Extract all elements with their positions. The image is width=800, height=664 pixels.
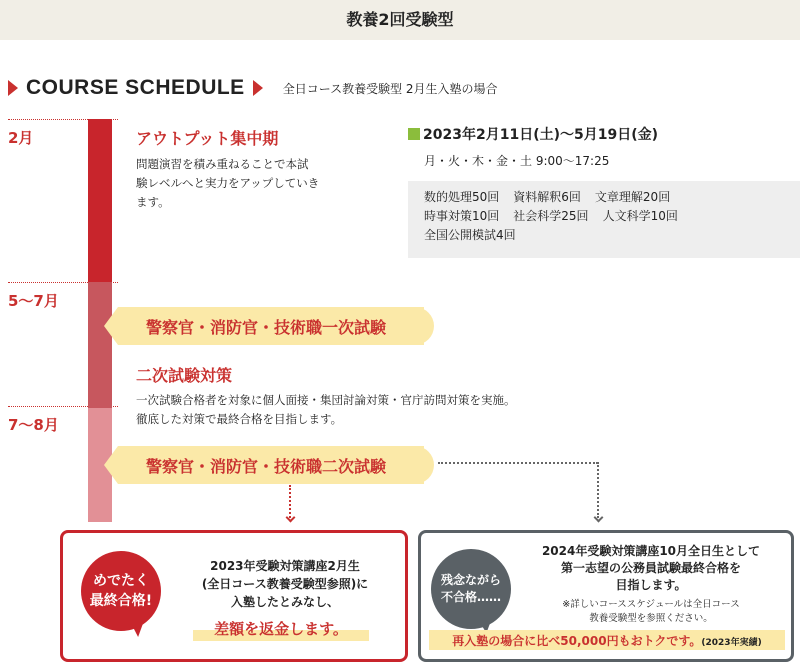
fail-message-line: 目指します。 xyxy=(615,578,687,592)
fail-note-line: ※詳しいコーススケジュールは全日コース xyxy=(562,599,740,610)
period-date: 2023年2月11日(土)〜5月19日(金) xyxy=(423,127,659,143)
pass-bubble-line: 最終合格! xyxy=(89,593,153,609)
second-exam-label: 警察官・消防官・技術職二次試験 xyxy=(146,456,387,476)
class-days: 月・火・木・金・土 9:00〜17:25 xyxy=(424,154,610,168)
count-item: 社会科学25回 xyxy=(513,209,589,223)
phase1-line: 験レベルへと実力をアップしていき xyxy=(136,176,320,190)
pass-message xyxy=(175,557,395,611)
fail-message xyxy=(517,543,785,594)
fail-result-box xyxy=(418,530,794,662)
phase1-description xyxy=(136,155,319,212)
fail-bubble-line: 不合格…… xyxy=(440,590,501,604)
fail-bubble xyxy=(431,549,511,629)
month-label: 5〜7月 xyxy=(8,292,59,310)
phase2-description xyxy=(136,391,516,429)
flag-left-icon xyxy=(8,80,18,96)
phase2-title: 二次試験対策 xyxy=(136,366,233,385)
discount-text: 再入塾の場合に比べ50,000円もおトクです。 xyxy=(452,634,702,648)
header-bar xyxy=(0,0,800,40)
arrow-down-icon xyxy=(286,513,296,523)
timeline-bar-phase2 xyxy=(88,282,112,408)
month-label: 7〜8月 xyxy=(8,416,59,434)
first-exam-banner xyxy=(118,307,424,345)
phase2-line: 一次試験合格者を対象に個人面接・集団討論対策・官庁訪問対策を実施。 xyxy=(136,393,516,407)
count-item: 時事対策10回 xyxy=(424,209,500,223)
count-row xyxy=(424,226,784,245)
count-row xyxy=(424,188,784,207)
timeline-bar-phase1 xyxy=(88,119,112,282)
connector-line xyxy=(438,462,598,464)
fail-message-line: 2024年受験対策講座10月全日生として xyxy=(541,544,761,558)
count-item: 人文科学10回 xyxy=(602,209,678,223)
pass-bubble xyxy=(81,551,161,631)
arrow-down-icon xyxy=(594,513,604,523)
schedule-heading: COURSE SCHEDULE xyxy=(26,76,245,99)
fail-message-line: 第一志望の公務員試験最終合格を xyxy=(560,561,741,575)
pass-message-line: 2023年受験対策講座2月生 xyxy=(210,559,360,573)
pass-bubble-line: めでたく xyxy=(93,573,149,589)
count-item: 数的処理50回 xyxy=(424,190,500,204)
period-heading xyxy=(408,124,658,144)
refund-highlight: 差額を返金します。 xyxy=(193,617,369,641)
first-exam-label: 警察官・消防官・技術職一次試験 xyxy=(146,317,387,337)
pass-result-box xyxy=(60,530,408,662)
schedule-subtitle: 全日コース教養受験型 2月生入塾の場合 xyxy=(282,81,498,96)
second-exam-banner xyxy=(118,446,424,484)
phase2-line: 徹底した対策で最終合格を目指します。 xyxy=(136,412,343,426)
phase1-title: アウトプット集中期 xyxy=(136,129,279,148)
pass-message-line: (全日コース教養受験型参照)に xyxy=(201,577,369,591)
connector-line xyxy=(597,462,599,518)
discount-highlight xyxy=(429,630,785,650)
count-item: 文章理解20回 xyxy=(594,190,671,204)
month-label: 2月 xyxy=(8,129,34,147)
fail-note-line: 教養受験型を参照ください。 xyxy=(589,613,713,624)
fail-note xyxy=(517,598,785,626)
phase1-line: ます。 xyxy=(136,195,170,209)
phase1-line: 問題演習を積み重ねることで本試 xyxy=(136,157,309,171)
discount-note: (2023年実績) xyxy=(701,638,762,648)
count-item: 全国公開模試4回 xyxy=(424,228,516,242)
green-square-icon xyxy=(408,128,420,140)
page-title: 教養2回受験型 xyxy=(346,10,454,29)
lesson-count-box xyxy=(408,181,800,258)
count-item: 資料解釈6回 xyxy=(513,190,581,204)
fail-bubble-line: 残念ながら xyxy=(440,573,501,587)
count-row xyxy=(424,207,784,226)
pass-message-line: 入塾したとみなし、 xyxy=(230,595,339,609)
schedule-heading-row xyxy=(0,72,498,104)
flag-right-icon xyxy=(253,80,263,96)
